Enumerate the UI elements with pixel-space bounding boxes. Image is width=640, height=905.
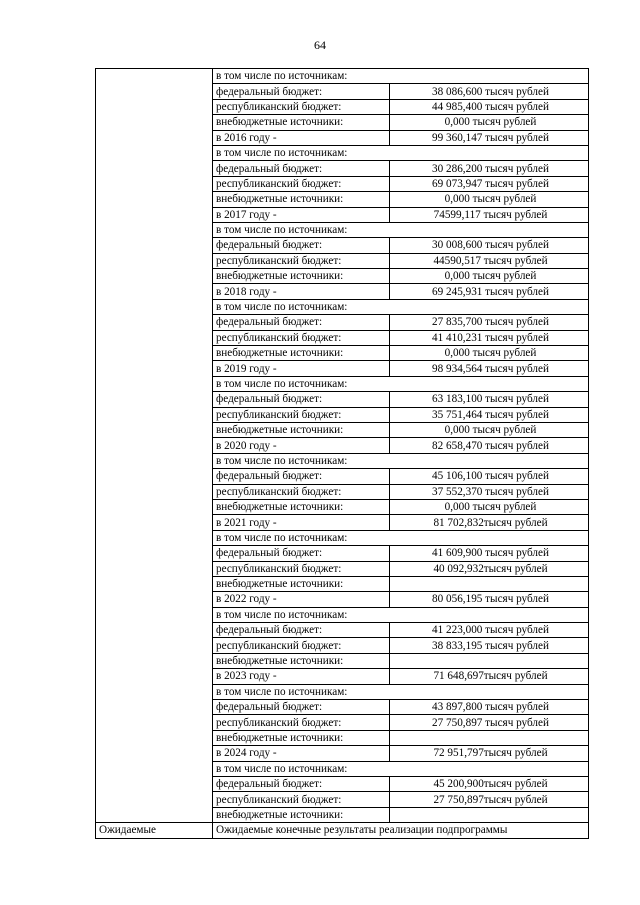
row-label: внебюджетные источники: xyxy=(213,499,390,514)
row-label: в 2016 году - xyxy=(213,130,390,145)
row-label: в 2023 году - xyxy=(213,669,390,684)
row-label: внебюджетные источники: xyxy=(213,730,390,745)
budget-table-body xyxy=(96,69,589,839)
row-label: федеральный бюджет: xyxy=(213,84,390,99)
row-label: федеральный бюджет: xyxy=(213,392,390,407)
row-label: республиканский бюджет: xyxy=(213,561,390,576)
row-label: республиканский бюджет: xyxy=(213,330,390,345)
row-amount: 30 008,600 тысяч рублей xyxy=(390,238,589,253)
left-column-cell xyxy=(96,69,213,823)
row-label-sources: в том числе по источникам: xyxy=(213,530,589,545)
row-label: республиканский бюджет: xyxy=(213,715,390,730)
row-label: республиканский бюджет: xyxy=(213,176,390,191)
row-label-sources: в том числе по источникам: xyxy=(213,299,589,314)
row-amount: 72 951,797тысяч рублей xyxy=(390,746,589,761)
row-amount: 81 702,832тысяч рублей xyxy=(390,515,589,530)
row-amount: 69 073,947 тысяч рублей xyxy=(390,176,589,191)
row-label: в 2019 году - xyxy=(213,361,390,376)
row-amount: 74599,117 тысяч рублей xyxy=(390,207,589,222)
row-amount: 38 833,195 тысяч рублей xyxy=(390,638,589,653)
row-label: республиканский бюджет: xyxy=(213,792,390,807)
row-amount: 27 750,897тысяч рублей xyxy=(390,792,589,807)
footer-left-cell: Ожидаемые xyxy=(96,823,213,838)
row-amount: 30 286,200 тысяч рублей xyxy=(390,161,589,176)
row-label: в 2017 году - xyxy=(213,207,390,222)
row-amount: 41 609,900 тысяч рублей xyxy=(390,546,589,561)
row-label-sources: в том числе по источникам: xyxy=(213,145,589,160)
footer-row xyxy=(96,823,589,838)
row-label: федеральный бюджет: xyxy=(213,238,390,253)
row-label-sources: в том числе по источникам: xyxy=(213,684,589,699)
row-amount: 63 183,100 тысяч рублей xyxy=(390,392,589,407)
row-amount: 38 086,600 тысяч рублей xyxy=(390,84,589,99)
row-amount xyxy=(390,807,589,822)
row-label: в 2022 году - xyxy=(213,592,390,607)
row-label: внебюджетные источники: xyxy=(213,346,390,361)
row-label: внебюджетные источники: xyxy=(213,115,390,130)
row-amount: 0,000 тысяч рублей xyxy=(390,499,589,514)
row-label: в 2021 году - xyxy=(213,515,390,530)
row-amount: 82 658,470 тысяч рублей xyxy=(390,438,589,453)
row-amount: 98 934,564 тысяч рублей xyxy=(390,361,589,376)
row-label: федеральный бюджет: xyxy=(213,315,390,330)
row-amount xyxy=(390,653,589,668)
row-label: федеральный бюджет: xyxy=(213,546,390,561)
row-amount: 71 648,697тысяч рублей xyxy=(390,669,589,684)
row-amount: 27 835,700 тысяч рублей xyxy=(390,315,589,330)
row-label: внебюджетные источники: xyxy=(213,807,390,822)
row-amount: 80 056,195 тысяч рублей xyxy=(390,592,589,607)
row-label: федеральный бюджет: xyxy=(213,623,390,638)
row-label: республиканский бюджет: xyxy=(213,253,390,268)
row-label: республиканский бюджет: xyxy=(213,484,390,499)
row-amount: 44 985,400 тысяч рублей xyxy=(390,99,589,114)
row-amount: 0,000 тысяч рублей xyxy=(390,269,589,284)
footer-right-cell: Ожидаемые конечные результаты реализации подпрограммы xyxy=(213,823,589,838)
row-amount: 45 106,100 тысяч рублей xyxy=(390,469,589,484)
row-amount: 41 223,000 тысяч рублей xyxy=(390,623,589,638)
row-label: республиканский бюджет: xyxy=(213,638,390,653)
row-amount: 27 750,897 тысяч рублей xyxy=(390,715,589,730)
row-label: внебюджетные источники: xyxy=(213,269,390,284)
row-label-sources: в том числе по источникам: xyxy=(213,376,589,391)
row-label: федеральный бюджет: xyxy=(213,161,390,176)
row-label: республиканский бюджет: xyxy=(213,407,390,422)
row-label: внебюджетные источники: xyxy=(213,653,390,668)
row-label-sources: в том числе по источникам: xyxy=(213,607,589,622)
row-label: внебюджетные источники: xyxy=(213,192,390,207)
row-amount: 45 200,900тысяч рублей xyxy=(390,776,589,791)
budget-table xyxy=(95,68,589,839)
row-label: федеральный бюджет: xyxy=(213,469,390,484)
row-label: в 2020 году - xyxy=(213,438,390,453)
row-label: федеральный бюджет: xyxy=(213,776,390,791)
row-label-sources: в том числе по источникам: xyxy=(213,453,589,468)
row-amount: 40 092,932тысяч рублей xyxy=(390,561,589,576)
row-label-sources: в том числе по источникам: xyxy=(213,222,589,237)
row-amount: 44590,517 тысяч рублей xyxy=(390,253,589,268)
page-number: 64 xyxy=(314,38,326,52)
row-amount xyxy=(390,730,589,745)
row-amount xyxy=(390,576,589,591)
row-amount: 41 410,231 тысяч рублей xyxy=(390,330,589,345)
row-amount: 0,000 тысяч рублей xyxy=(390,346,589,361)
row-label: внебюджетные источники: xyxy=(213,576,390,591)
row-amount: 35 751,464 тысяч рублей xyxy=(390,407,589,422)
row-amount: 0,000 тысяч рублей xyxy=(390,115,589,130)
row-amount: 37 552,370 тысяч рублей xyxy=(390,484,589,499)
row-amount: 99 360,147 тысяч рублей xyxy=(390,130,589,145)
table-row xyxy=(96,69,589,84)
row-label-sources: в том числе по источникам: xyxy=(213,761,589,776)
row-label: федеральный бюджет: xyxy=(213,700,390,715)
row-label: в 2024 году - xyxy=(213,746,390,761)
row-label: республиканский бюджет: xyxy=(213,99,390,114)
row-amount: 0,000 тысяч рублей xyxy=(390,422,589,437)
row-amount: 0,000 тысяч рублей xyxy=(390,192,589,207)
row-amount: 43 897,800 тысяч рублей xyxy=(390,700,589,715)
row-label: внебюджетные источники: xyxy=(213,422,390,437)
row-label-sources: в том числе по источникам: xyxy=(213,69,589,84)
row-label: в 2018 году - xyxy=(213,284,390,299)
row-amount: 69 245,931 тысяч рублей xyxy=(390,284,589,299)
